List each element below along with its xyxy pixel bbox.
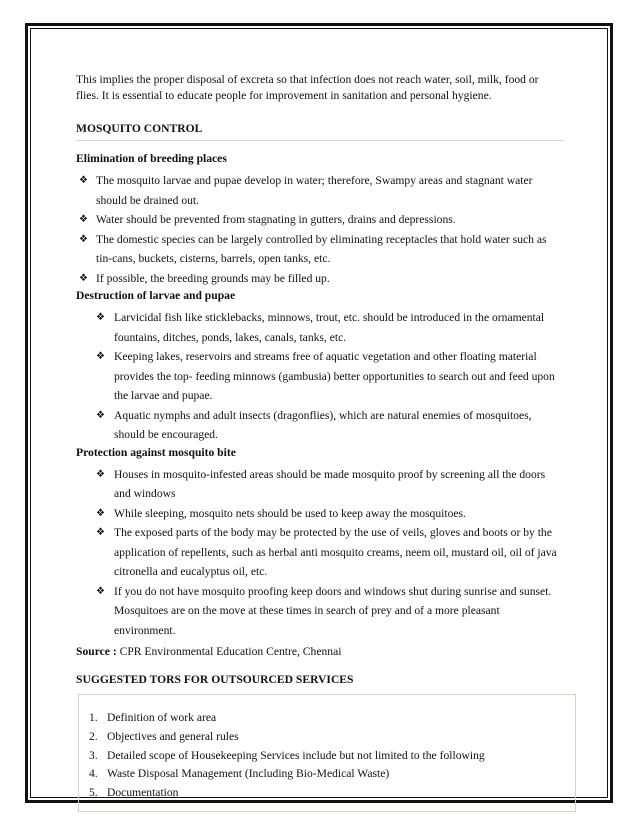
list-item-text: The exposed parts of the body may be protected by the use of veils, gloves and boots or by the application of repellents, such as herbal anti mosquito creams, neem oil, mustard oil, oil of java citronella and eucalyptus oil, etc. (114, 526, 557, 578)
sections (76, 151, 564, 640)
diamond-bullet-icon: ❖ (79, 233, 88, 245)
tors-item (89, 765, 575, 784)
tors-item-text: Definition of work area (107, 711, 217, 724)
diamond-bullet-icon: ❖ (96, 312, 105, 323)
diamond-bullet-icon: ❖ (96, 409, 105, 421)
tors-item-text: Waste Disposal Management (Including Bio-Medical Waste) (107, 767, 390, 781)
source-text: CPR Environmental Education Centre, Chennai (116, 645, 342, 658)
source-line (76, 644, 564, 660)
list-item-text: Houses in mosquito-infested areas should be made mosquito proof by screening all the doors and windows (114, 467, 546, 500)
list-item (76, 504, 564, 524)
diamond-bullet-icon: ❖ (96, 527, 105, 538)
diamond-bullet-icon: ❖ (96, 351, 105, 362)
list-item (76, 523, 564, 582)
tors-item-text: Documentation (107, 786, 179, 800)
source-label: Source : (76, 645, 117, 658)
list-item-text: The domestic species can be largely controlled by eliminating receptacles that hold water such as tin-cans, buckets, cisterns, barrels, open tanks, etc. (96, 232, 547, 265)
list-item (76, 230, 564, 269)
list-item-text: The mosquito larvae and pupae develop in water; therefore, Swampy areas and stagnant water should be drained out. (96, 174, 533, 207)
intro-paragraph: This implies the proper disposal of excreta so that infection does not reach water, soil, milk, food or flies. It is essential to educate people for improvement in sanitation and personal hygiene. (76, 73, 539, 102)
list-item-text: Keeping lakes, reservoirs and streams free of aquatic vegetation and other floating material provides the top- feeding minnows (gambusia) better opportunities to search out and feed upon the larvae and pupae. (114, 350, 555, 402)
diamond-bullet-icon: ❖ (96, 507, 105, 519)
bullet-list (76, 308, 564, 445)
tors-item-number: 1. (89, 711, 98, 724)
tors-item (89, 709, 575, 728)
tors-item-number: 5. (89, 786, 98, 800)
tors-item-number: 2. (89, 729, 98, 743)
bullet-list (76, 171, 564, 288)
list-item (76, 269, 564, 289)
tors-item-number: 3. (89, 748, 98, 762)
diamond-bullet-icon: ❖ (79, 272, 88, 284)
heading-divider (76, 140, 564, 141)
list-item (76, 465, 564, 504)
diamond-bullet-icon: ❖ (79, 214, 88, 225)
list-item (76, 171, 564, 210)
section-title: Protection against mosquito bite (76, 445, 236, 459)
tors-item (89, 784, 575, 803)
list-item (76, 406, 564, 445)
section-title: Destruction of larvae and pupae (76, 289, 236, 302)
diamond-bullet-icon: ❖ (96, 468, 105, 480)
mosquito-control-heading: MOSQUITO CONTROL (76, 122, 203, 135)
tors-item (89, 728, 575, 747)
diamond-bullet-icon: ❖ (79, 175, 88, 186)
tors-item (89, 747, 575, 766)
list-item-text: Larvicidal fish like sticklebacks, minnows, trout, etc. should be introduced in the ornamental fountains, ditches, ponds, lakes, canals, tanks, etc. (114, 311, 545, 344)
bullet-list (76, 465, 564, 641)
diamond-bullet-icon: ❖ (96, 585, 105, 597)
list-item (76, 347, 564, 406)
list-item-text: If possible, the breeding grounds may be filled up. (96, 271, 330, 285)
list-item (76, 308, 564, 347)
tors-item-number: 4. (89, 767, 98, 781)
section-title: Elimination of breeding places (76, 152, 227, 165)
list-item-text: While sleeping, mosquito nets should be used to keep away the mosquitoes. (114, 506, 466, 520)
tors-item-text: Objectives and general rules (107, 729, 239, 743)
tors-heading: SUGGESTED TORS FOR OUTSOURCED SERVICES (76, 673, 354, 686)
list-item (76, 582, 564, 641)
list-item-text: If you do not have mosquito proofing keep doors and windows shut during sunrise and sunset. Mosquitoes are on the move at these times in search of prey and of a more pleasant environment. (114, 584, 552, 637)
tors-item-text: Detailed scope of Housekeeping Services include but not limited to the following (107, 748, 485, 762)
list-item-text: Water should be prevented from stagnating in gutters, drains and depressions. (96, 213, 456, 226)
tors-box (78, 694, 576, 812)
list-item-text: Aquatic nymphs and adult insects (dragonflies), which are natural enemies of mosquitoes, should be encouraged. (114, 408, 532, 441)
list-item (76, 210, 564, 230)
document-body (76, 72, 564, 812)
tors-list (89, 709, 575, 803)
